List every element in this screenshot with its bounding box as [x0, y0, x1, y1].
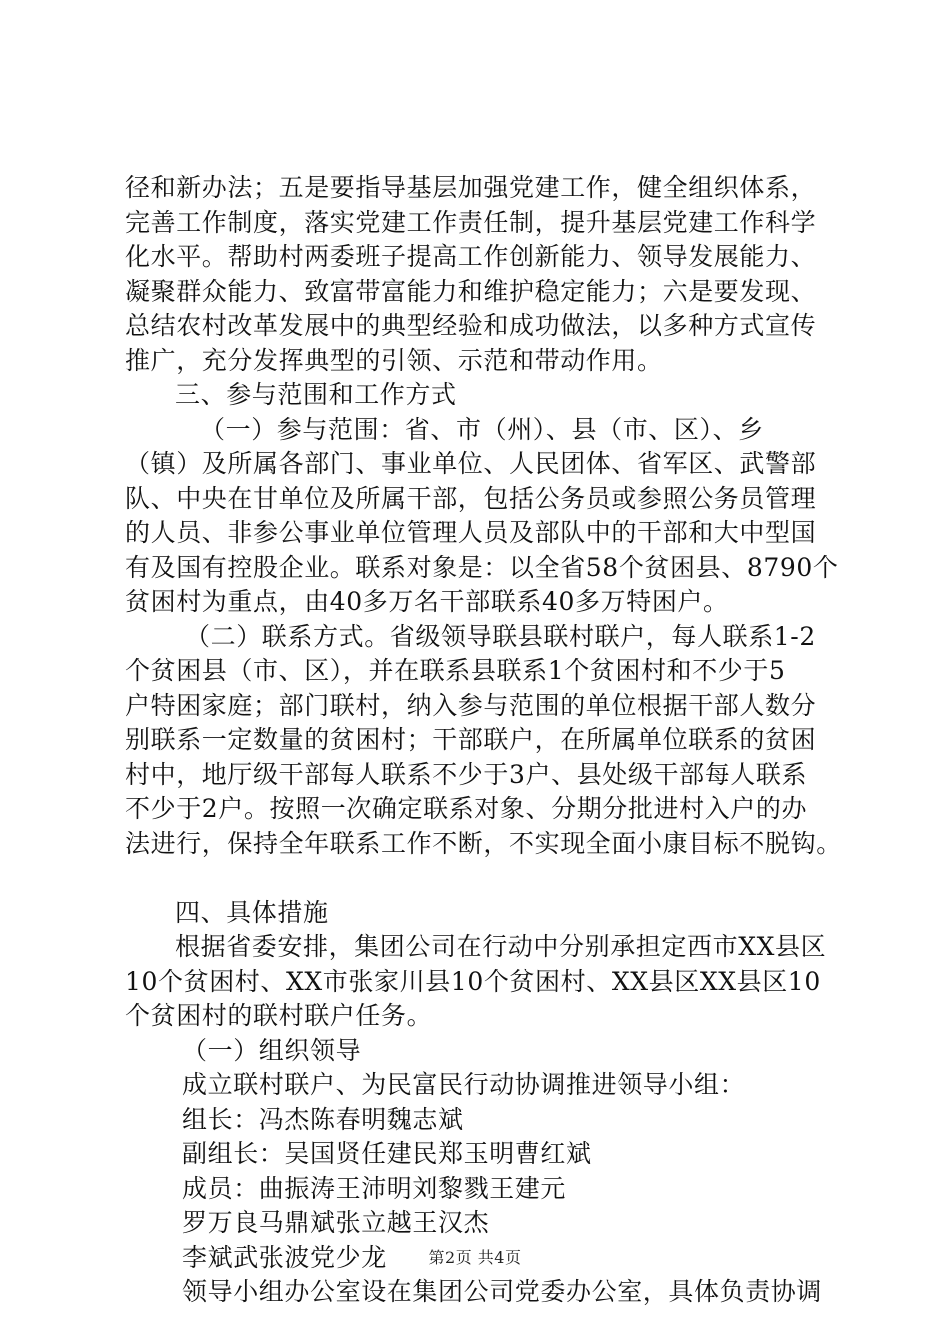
paragraph-line: 组长：冯杰陈春明魏志斌	[182, 1104, 464, 1134]
paragraph-line: 李斌武张波党少龙	[182, 1242, 387, 1272]
paragraph-line: 队、中央在甘单位及所属干部，包括公务员或参照公务员管理	[125, 483, 817, 513]
page-footer: 第2页 共4页	[428, 1248, 522, 1267]
paragraph-line: 成立联村联户、为民富民行动协调推进领导小组：	[182, 1070, 746, 1099]
paragraph-line: 村中，地厅级干部每人联系不少于3户、县处级干部每人联系	[125, 759, 808, 789]
paragraph-line: 个贫困村的联村联户任务。	[125, 1001, 433, 1030]
paragraph-line: 完善工作制度，落实党建工作责任制，提升基层党建工作科学	[125, 207, 817, 237]
paragraph-line: 个贫困县（市、区），并在联系县联系1个贫困村和不少于5	[125, 656, 786, 685]
paragraph-line: 领导小组办公室设在集团公司党委办公室，具体负责协调	[182, 1277, 823, 1306]
paragraph-line: 10个贫困村、XX市张家川县10个贫困村、XX县区XX县区10	[125, 966, 821, 996]
paragraph-line: 贫困村为重点，由40多万名干部联系40多万特困户。	[125, 587, 729, 616]
paragraph-line: 副组长：吴国贤任建民郑玉明曹红斌	[182, 1139, 592, 1168]
paragraph-line: 成员：曲振涛王沛明刘黎戮王建元	[182, 1173, 567, 1203]
paragraph-line: 法进行，保持全年联系工作不断，不实现全面小康目标不脱钩。	[125, 828, 842, 858]
paragraph-line: 有及国有控股企业。联系对象是：以全省58个贫困县、8790个	[125, 552, 839, 582]
paragraph-line: 凝聚群众能力、致富带富能力和维护稳定能力；六是要发现、	[125, 276, 817, 306]
document-body	[125, 171, 845, 1310]
paragraph-line: 不少于2户。按照一次确定联系对象、分期分批进村入户的办	[125, 794, 808, 823]
paragraph-line: （二）联系方式。省级领导联县联村联户，每人联系1-2	[185, 621, 816, 651]
paragraph-line: 径和新办法；五是要指导基层加强党建工作，健全组织体系，	[125, 173, 817, 202]
subsection-heading: （一）组织领导	[182, 1035, 362, 1065]
paragraph-line: 推广，充分发挥典型的引领、示范和带动作用。	[125, 345, 663, 375]
paragraph-line: 别联系一定数量的贫困村；干部联户，在所属单位联系的贫困	[125, 725, 817, 754]
paragraph-line: 化水平。帮助村两委班子提高工作创新能力、领导发展能力、	[125, 242, 817, 271]
blank-line	[125, 861, 845, 896]
section-heading-4: 四、具体措施	[175, 897, 329, 927]
paragraph-line: 户特困家庭；部门联村，纳入参与范围的单位根据干部人数分	[125, 690, 817, 720]
paragraph-line: （镇）及所属各部门、事业单位、人民团体、省军区、武警部	[125, 449, 817, 478]
paragraph-line: 总结农村改革发展中的典型经验和成功做法，以多种方式宣传	[125, 311, 817, 340]
paragraph-line: 罗万良马鼎斌张立越王汉杰	[182, 1208, 490, 1237]
paragraph-line: （一）参与范围：省、市（州）、县（市、区）、乡	[200, 414, 764, 444]
paragraph-line: 的人员、非参公事业单位管理人员及部队中的干部和大中型国	[125, 518, 817, 547]
section-heading-3: 三、参与范围和工作方式	[175, 380, 457, 409]
paragraph-line: 根据省委安排，集团公司在行动中分别承担定西市XX县区	[175, 932, 827, 961]
